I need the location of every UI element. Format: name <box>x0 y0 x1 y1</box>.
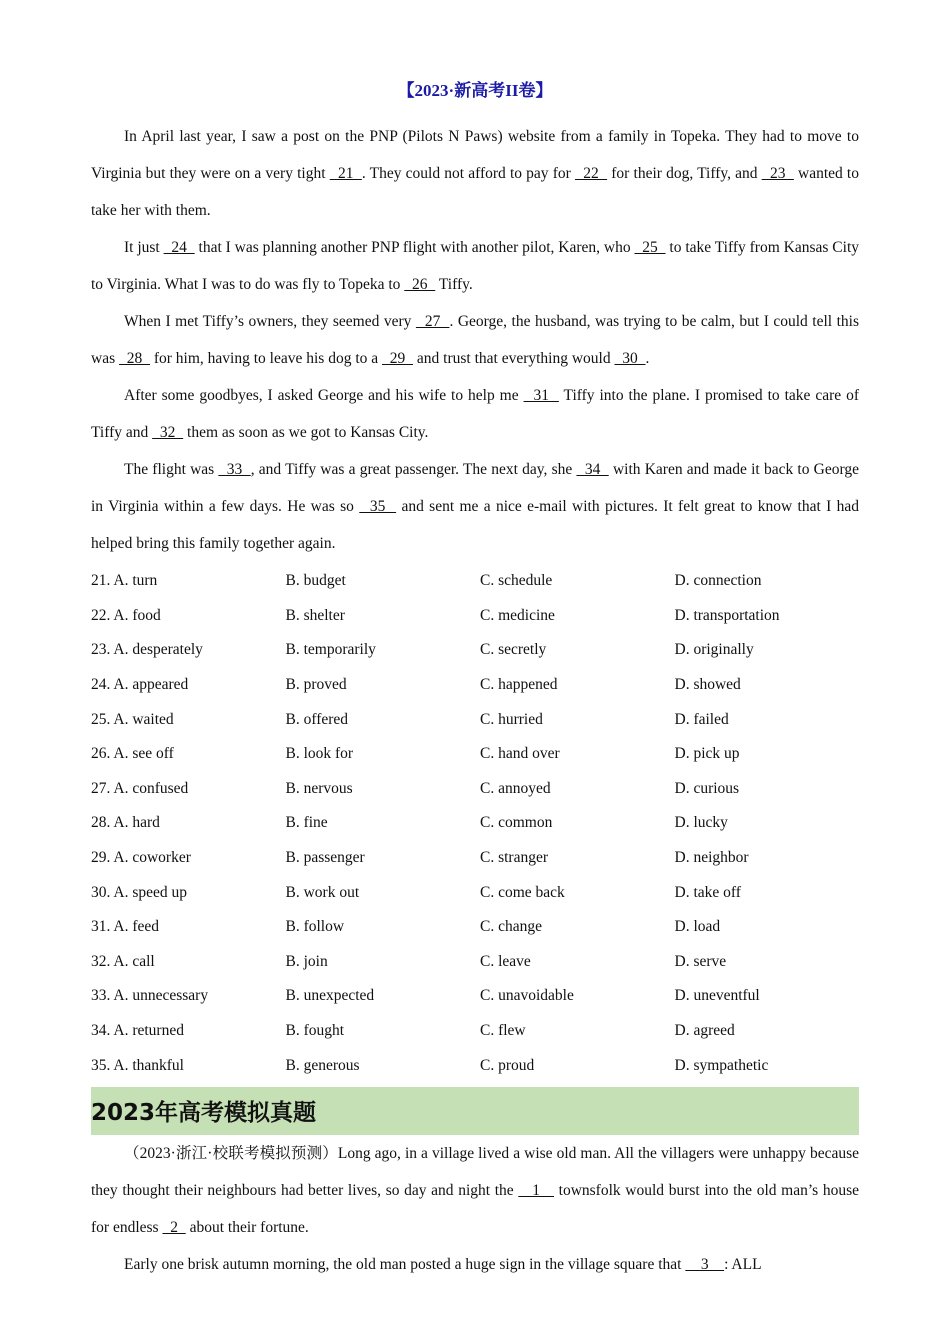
blank-28: 28 <box>118 350 150 367</box>
option-c: C. annoyed <box>480 779 551 797</box>
option-c: C. secretly <box>480 641 547 659</box>
option-a: 22. A. food <box>91 606 161 624</box>
blank-32: 32 <box>152 424 184 441</box>
option-d: D. take off <box>674 883 741 901</box>
option-d: D. serve <box>674 952 727 970</box>
option-a: 27. A. confused <box>91 779 189 797</box>
option-a: 29. A. coworker <box>91 849 191 867</box>
option-d: D. transportation <box>674 606 780 624</box>
option-b: B. fought <box>285 1022 345 1040</box>
blank-23: 23 <box>761 165 794 182</box>
option-c: C. stranger <box>480 849 549 867</box>
passage-2-paragraph-1: （2023·浙江·校联考模拟预测）Long ago, in a village lived a wise old man. All the villagers were unhappy because they thought their neighbours had better lives, so day and night the 1 townsfolk would burst into the old man’s house for endless 2 about their fortune. <box>91 1144 859 1236</box>
option-d: D. originally <box>674 641 754 659</box>
blank-31: 31 <box>523 387 559 404</box>
blank-1: 1 <box>518 1181 554 1199</box>
blank-21: 21 <box>329 165 362 182</box>
option-c: C. hand over <box>480 745 560 763</box>
blank-2: 2 <box>162 1218 186 1236</box>
option-d: D. neighbor <box>674 849 749 867</box>
option-a: 21. A. turn <box>91 572 158 590</box>
option-d: D. sympathetic <box>674 1056 769 1074</box>
passage-1 <box>91 118 859 562</box>
option-b: B. passenger <box>285 849 365 867</box>
option-c: C. proud <box>480 1056 535 1074</box>
option-b: B. follow <box>285 918 345 936</box>
answer-options <box>91 564 859 1083</box>
option-a: 24. A. appeared <box>91 676 189 694</box>
option-a: 28. A. hard <box>91 814 160 832</box>
option-b: B. nervous <box>285 779 353 797</box>
blank-33: 33 <box>218 461 251 478</box>
option-row <box>91 875 859 910</box>
option-d: D. showed <box>674 676 741 694</box>
option-d: D. connection <box>674 572 762 590</box>
option-c: C. happened <box>480 676 558 694</box>
option-a: 34. A. returned <box>91 1022 184 1040</box>
option-c: C. unavoidable <box>480 987 574 1005</box>
option-a: 26. A. see off <box>91 745 174 763</box>
option-b: B. proved <box>285 676 347 694</box>
option-row <box>91 599 859 634</box>
option-row <box>91 841 859 876</box>
option-b: B. shelter <box>285 606 345 624</box>
option-row <box>91 1048 859 1083</box>
blank-3: 3 <box>685 1255 725 1273</box>
blank-34: 34 <box>576 461 609 478</box>
option-row <box>91 702 859 737</box>
option-c: C. flew <box>480 1022 526 1040</box>
option-row <box>91 668 859 703</box>
option-c: C. hurried <box>480 710 543 728</box>
passage-1-paragraph-5: The flight was 33 , and Tiffy was a great passenger. The next day, she 34 with Karen and made it back to George in Virginia within a few days. He was so 35 and sent me a nice e-mail with pictures. It felt great to know that I had helped bring this family together again. <box>91 461 859 552</box>
blank-25: 25 <box>634 239 666 256</box>
option-b: B. fine <box>285 814 328 832</box>
blank-35: 35 <box>359 498 397 515</box>
option-row <box>91 737 859 772</box>
option-b: B. budget <box>285 572 346 590</box>
option-row <box>91 633 859 668</box>
blank-27: 27 <box>415 313 450 330</box>
option-d: D. pick up <box>674 745 740 763</box>
option-row <box>91 979 859 1014</box>
option-a: 32. A. call <box>91 952 155 970</box>
option-c: C. medicine <box>480 606 555 624</box>
option-a: 33. A. unnecessary <box>91 987 209 1005</box>
option-d: D. uneventful <box>674 987 760 1005</box>
option-c: C. leave <box>480 952 531 970</box>
passage-1-paragraph-2: It just 24 that I was planning another PNP flight with another pilot, Karen, who 25 to take Tiffy from Kansas City to Virginia. What I was to do was fly to Topeka to 26 Tiffy. <box>91 239 859 293</box>
option-b: B. look for <box>285 745 354 763</box>
option-c: C. change <box>480 918 542 936</box>
option-c: C. schedule <box>480 572 553 590</box>
option-b: B. offered <box>285 710 349 728</box>
document-page <box>91 76 859 1283</box>
option-a: 35. A. thankful <box>91 1056 184 1074</box>
option-a: 25. A. waited <box>91 710 174 728</box>
option-row <box>91 564 859 599</box>
option-b: B. work out <box>285 883 360 901</box>
option-row <box>91 945 859 980</box>
blank-29: 29 <box>382 350 414 367</box>
option-b: B. generous <box>285 1056 360 1074</box>
option-b: B. unexpected <box>285 987 375 1005</box>
option-d: D. curious <box>674 779 740 797</box>
option-d: D. failed <box>674 710 729 728</box>
passage-1-paragraph-1: In April last year, I saw a post on the PNP (Pilots N Paws) website from a family in Topeka. They had to move to Virginia but they were on a very tight 21 . They could not afford to pay for 22 for their dog, Tiffy, and 23 wanted to take her with them. <box>91 128 859 219</box>
option-a: 31. A. feed <box>91 918 160 936</box>
option-row <box>91 1014 859 1049</box>
blank-24: 24 <box>163 239 195 256</box>
blank-30: 30 <box>614 350 646 367</box>
option-row <box>91 772 859 807</box>
exam-heading: 【2023·新高考II卷】 <box>397 81 553 100</box>
option-row <box>91 910 859 945</box>
blank-26: 26 <box>404 276 436 293</box>
option-d: D. lucky <box>674 814 728 832</box>
passage-1-paragraph-3: When I met Tiffy’s owners, they seemed very 27 . George, the husband, was trying to be calm, but I could tell this was 28 for him, having to leave his dog to a 29 and trust that everything would 30 . <box>91 313 860 367</box>
section-title: 2023年高考模拟真题 <box>91 1087 859 1135</box>
option-a: 23. A. desperately <box>91 641 203 659</box>
option-d: D. agreed <box>674 1022 735 1040</box>
option-d: D. load <box>674 918 721 936</box>
passage-2-paragraph-2: Early one brisk autumn morning, the old man posted a huge sign in the village square that 3 : ALL <box>124 1255 762 1273</box>
option-b: B. join <box>285 952 328 970</box>
option-c: C. common <box>480 814 553 832</box>
option-row <box>91 806 859 841</box>
passage-2 <box>91 1135 859 1283</box>
option-c: C. come back <box>480 883 565 901</box>
blank-22: 22 <box>574 165 608 182</box>
passage-1-paragraph-4: After some goodbyes, I asked George and his wife to help me 31 Tiffy into the plane. I promised to take care of Tiffy and 32 them as soon as we got to Kansas City. <box>91 387 860 441</box>
option-b: B. temporarily <box>285 641 376 659</box>
option-a: 30. A. speed up <box>91 883 188 901</box>
